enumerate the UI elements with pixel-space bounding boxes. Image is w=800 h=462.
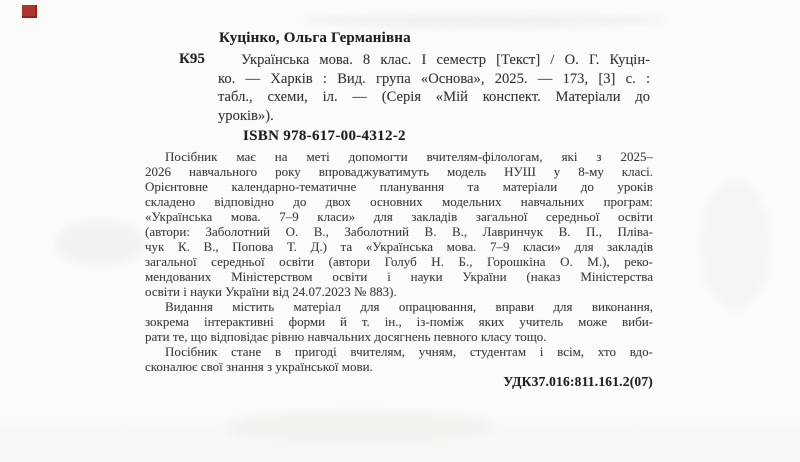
annotation-line: «Українська мова. 7–9 класи» для закладів загальної середньої освіти bbox=[145, 209, 653, 224]
annotation-line: рати те, що відповідає рівню навчальних досягнень певного класу тощо. bbox=[145, 329, 547, 344]
annotation-line: загальної середньої освіти (автори Голуб Н. Б., Горошкіна О. М.), реко- bbox=[145, 254, 653, 269]
scan-bleedthrough-smudge bbox=[300, 14, 670, 27]
annotation-line: сконалює свої знання з української мови. bbox=[145, 359, 373, 374]
annotation-line: (автори: Заболотний О. В., Заболотний В. В., Лавринчук В. П., Пліва- bbox=[145, 224, 653, 239]
bib-line: уроків»). bbox=[218, 107, 274, 124]
scan-bleedthrough-smudge bbox=[700, 180, 770, 310]
annotation-line: Видання містить матеріал для опрацювання, вправи для виконання, bbox=[165, 299, 653, 314]
annotation-line: зокрема інтерактивні форми й т. ін., із-поміж яких учитель може виби- bbox=[145, 314, 653, 329]
bib-line: ко. — Харків : Вид. група «Основа», 2025. — 173, [3] с. : bbox=[218, 70, 650, 87]
bibliographic-description bbox=[218, 51, 650, 125]
annotation-line: Посібник стане в пригоді вчителям, учням, студентам і всім, хто вдо- bbox=[165, 344, 653, 359]
author-mark: К95 bbox=[179, 51, 205, 67]
annotation-line: чук К. В., Попова Т. Д.) та «Українська мова. 7–9 класи» для закладів bbox=[145, 239, 653, 254]
bib-line: табл., схеми, іл. — (Серія «Мій конспект. Матеріали до bbox=[218, 89, 650, 105]
udk-index-line: УДК37.016:811.161.2(07) bbox=[503, 374, 653, 389]
annotation-line: Посібник має на меті допомогти вчителям-філологам, які з 2025– bbox=[165, 149, 653, 164]
annotation-line: Орієнтовне календарно-тематичне планування та матеріали до уроків bbox=[145, 179, 653, 194]
scan-bleedthrough-smudge bbox=[55, 220, 145, 266]
annotation-line: освіти і науки України від 24.07.2023 № 883). bbox=[145, 284, 397, 299]
annotation-line: мендованих Міністерством освіти і науки України (наказ Міністерства bbox=[145, 269, 653, 284]
annotation-line: складено відповідно до двох основних модельних навчальних програм: bbox=[145, 194, 653, 209]
bib-line: Українська мова. 8 клас. І семестр [Текст] / О. Г. Куцін- bbox=[241, 52, 650, 68]
annotation-text bbox=[145, 149, 653, 374]
isbn-line: ISBN 978-617-00-4312-2 bbox=[243, 128, 406, 144]
scan-bleedthrough-smudge bbox=[225, 412, 495, 442]
red-square-marker bbox=[22, 5, 37, 18]
annotation-line: 2026 навчального року впроваджуватимуть модель НУШ у 8-му класі. bbox=[145, 164, 653, 179]
author-heading: Куцінко, Ольга Германівна bbox=[219, 30, 411, 46]
